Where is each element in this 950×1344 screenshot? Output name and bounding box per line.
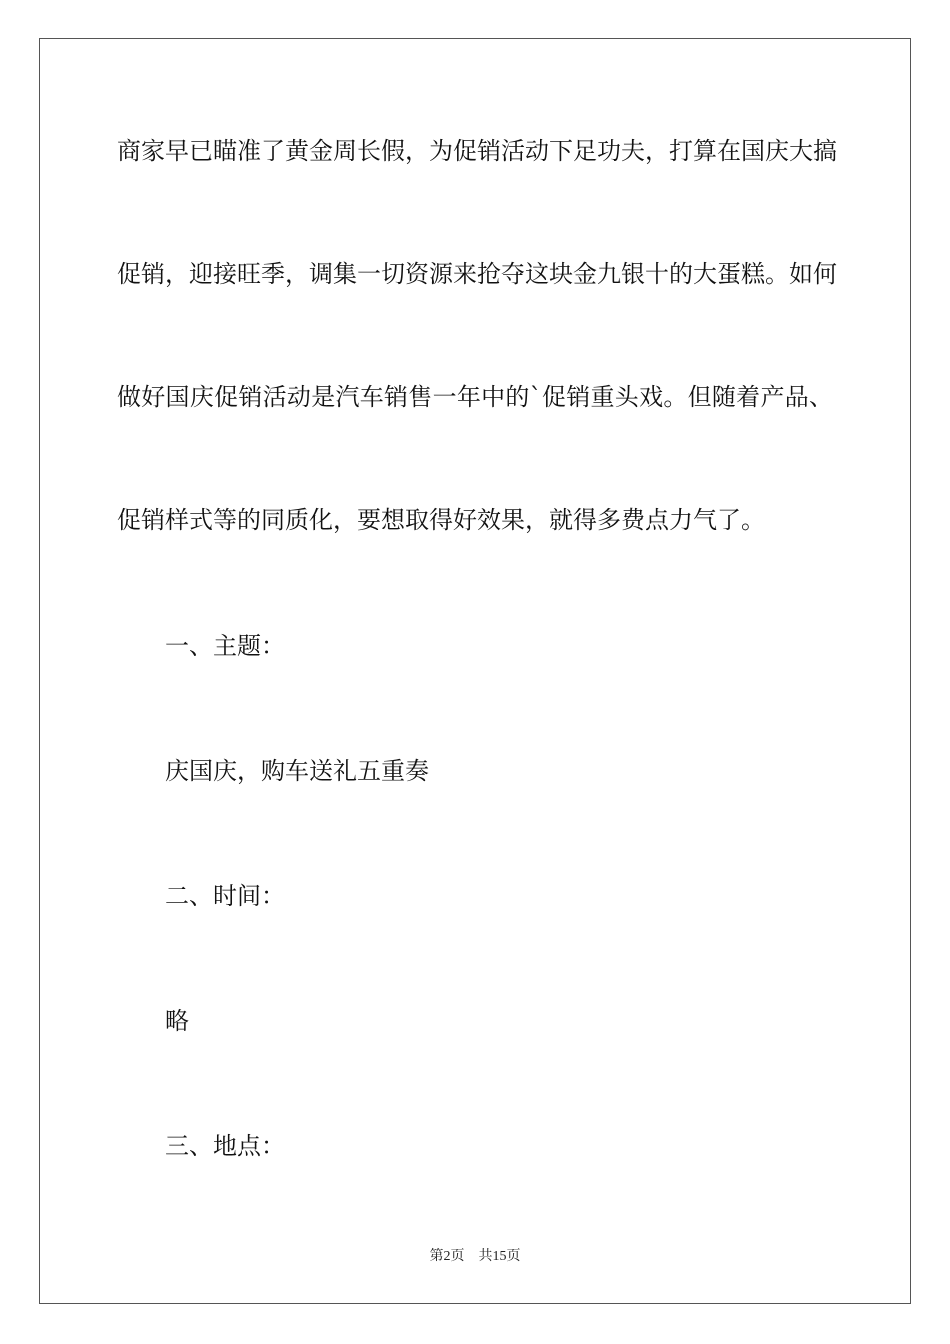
page-footer <box>0 1247 950 1267</box>
paragraph-line-3: 做好国庆促销活动是汽车销售一年中的`促销重头戏。但随着产品、 <box>117 383 833 411</box>
section-heading-theme: 一、主题： <box>165 632 285 660</box>
section-heading-time: 二、时间： <box>165 882 285 910</box>
paragraph-line-2: 促销，迎接旺季，调集一切资源来抢夺这块金九银十的大蛋糕。如何 <box>117 260 837 288</box>
section-content-time: 略 <box>165 1007 189 1035</box>
paragraph-line-1: 商家早已瞄准了黄金周长假，为促销活动下足功夫，打算在国庆大搞 <box>117 137 837 165</box>
paragraph-line-4: 促销样式等的同质化，要想取得好效果，就得多费点力气了。 <box>117 506 765 534</box>
page-border <box>39 38 911 1304</box>
section-content-theme: 庆国庆，购车送礼五重奏 <box>165 757 429 785</box>
page-number: 第2页 <box>429 1249 465 1264</box>
page-total: 共15页 <box>478 1249 521 1264</box>
section-heading-location: 三、地点： <box>165 1132 285 1160</box>
